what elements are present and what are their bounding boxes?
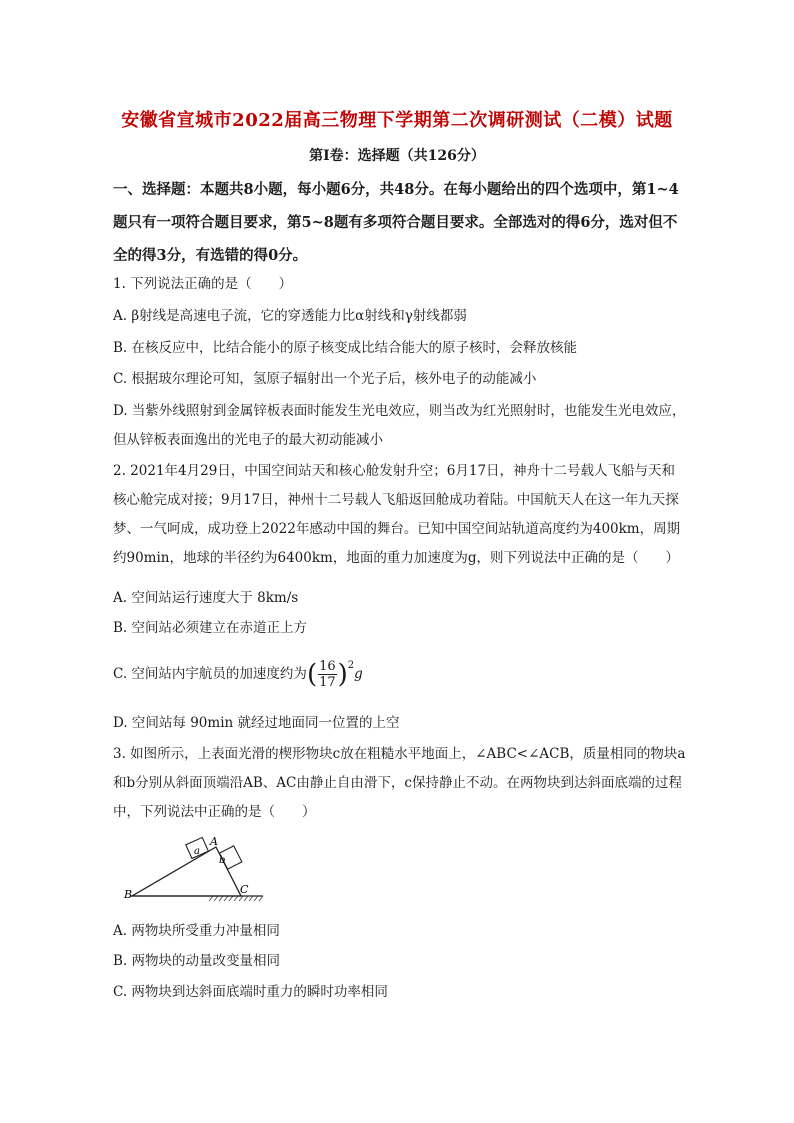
q3-stem: 3. 如图所示，上表面光滑的楔形物块c放在粗糙水平地面上，∠ABC<∠ACB，质量相同的物块a和b分别从斜面顶端沿AB、AC由静止自由滑下，c保持静止不动。在两物块到达斜面底端的过程中，下列说法中正确的是（ ） (113, 746, 686, 820)
vertex-a-label: A (210, 835, 218, 848)
q2-option-c-text: C. 空间站内宇航员的加速度约为 (113, 666, 307, 682)
q1-stem: 1. 下列说法正确的是（ ） (113, 276, 293, 292)
wedge-diagram (118, 830, 278, 910)
block-b-label: b (219, 855, 226, 866)
q1-option-a: A. β射线是高速电子流，它的穿透能力比α射线和γ射线都弱 (113, 308, 467, 324)
q1-option-d-line2: 但从锌板表面逸出的光电子的最大初动能减小 (113, 432, 383, 448)
q3-option-c: C. 两物块到达斜面底端时重力的瞬时功率相同 (113, 984, 388, 1000)
fraction-denominator: 17 (319, 675, 336, 690)
block-a-label: a (194, 846, 200, 857)
q2-stem: 2. 2021年4月29日，中国空间站天和核心舱发射升空；6月17日，神舟十二号载人飞船与天和核心舱完成对接；9月17日，神州十二号载人飞船返回舱成功着陆。中国航天人在这一年九天探梦、一气呵成，成功登上2022年感动中国的舞台。已知中国空间站轨道高度约为400km，周期约90min，地球的半径约为6400km，地面的重力加速度为g，则下列说法中正确的是（ ） (113, 463, 681, 566)
q1-option-b: B. 在核反应中，比结合能小的原子核变成比结合能大的原子核时，会释放核能 (113, 340, 578, 356)
q2-option-c: C. 空间站内宇航员的加速度约为( $\frac{16}{17}$ )$^2$g (113, 659, 363, 690)
q2-option-d: D. 空间站每 90min 就经过地面同一位置的上空 (113, 715, 400, 731)
vertex-b-label: B (124, 888, 133, 901)
ground-hatching (209, 896, 263, 901)
q2-option-b: B. 空间站必须建立在赤道正上方 (113, 620, 308, 636)
vertex-c-label: C (240, 883, 249, 896)
q1-option-d-line1: D. 当紫外线照射到金属锌板表面时能发生光电效应，则当改为红光照射时，也能发生光电效应， (113, 403, 686, 419)
gravity-symbol: g (354, 666, 363, 682)
q2-option-a: A. 空间站运行速度大于 8km/s (113, 590, 299, 606)
page-title: 安徽省宣城市2022届高三物理下学期第二次调研测试（二模）试题 (121, 110, 673, 131)
q3-option-a: A. 两物块所受重力冲量相同 (113, 923, 280, 939)
section-instructions: 一、选择题：本题共8小题，每小题6分，共48分。在每小题给出的四个选项中，第1~4题只有一项符合题目要求，第5~8题有多项符合题目要求。全部选对的得6分，选对但不全的得3分，有选错的得0分。 (113, 181, 679, 264)
fraction (318, 659, 337, 690)
fraction-numerator: 16 (319, 659, 336, 674)
exponent: 2 (347, 660, 355, 671)
q3-option-b: B. 两物块的动量改变量相同 (113, 953, 281, 969)
q1-option-c: C. 根据玻尔理论可知，氢原子辐射出一个光子后，核外电子的动能减小 (113, 371, 537, 387)
section-subtitle: 第Ⅰ卷：选择题（共126分） (309, 148, 485, 164)
